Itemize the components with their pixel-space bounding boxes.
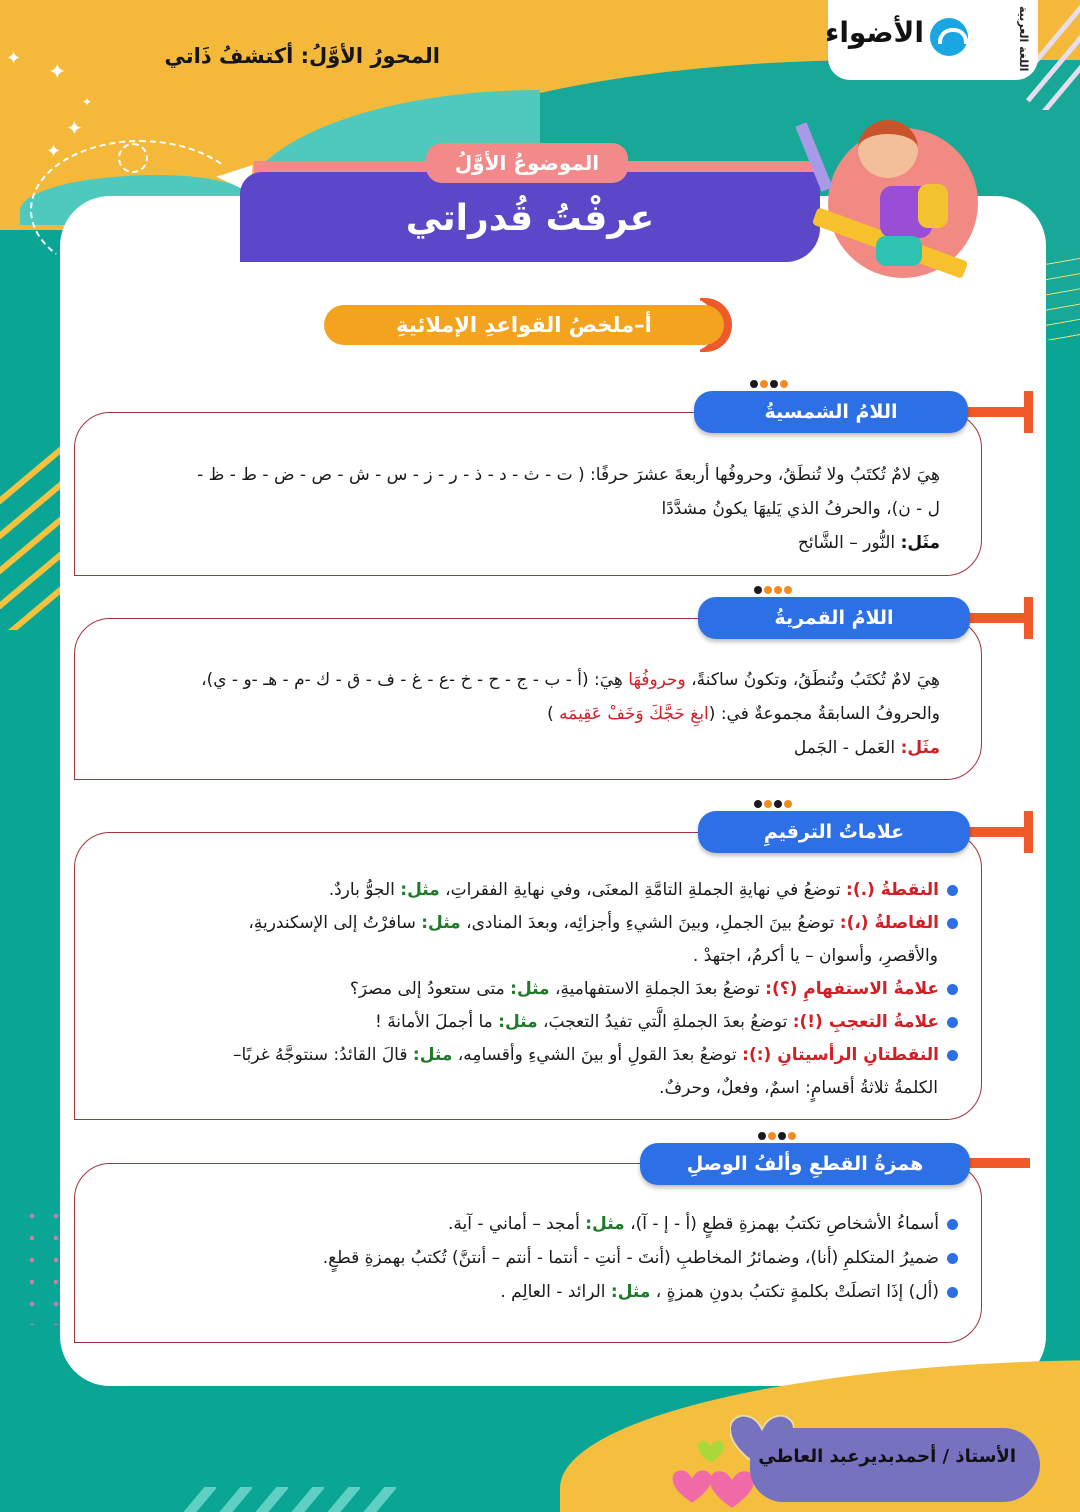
body-line — [80, 663, 940, 697]
section-title: اللامُ القمريةُ — [774, 607, 894, 629]
section-subtitle: أ–ملخصُ القواعدِ الإملائيةِ — [324, 305, 724, 345]
backpack-icon — [918, 184, 948, 228]
dots-decoration — [20, 1205, 60, 1325]
item-text: ضميرُ المتكلمِ (أنا)، وضمائرُ المخاطبِ (أنتَ - أنتِ - أنتما - أنتم – أنتنَّ) تُكتبُ بهمزةِ قطعٍ. — [322, 1248, 939, 1268]
list-item — [58, 907, 958, 940]
connector-cap — [1024, 391, 1033, 433]
logo-subtitle: اللغة العربية — [1017, 6, 1030, 72]
example-label: مثل: — [400, 880, 440, 900]
item-text: (أل) إذَا اتصلَتْ بكلمةٍ تكتبُ بدونِ همزةٍ ، — [650, 1282, 939, 1302]
bullet-icon — [947, 885, 958, 896]
list-item-continuation: والأقصرِ، وأسوان – يا أكرمُ، اجتهدْ . — [692, 946, 938, 966]
dots-icon — [750, 380, 788, 390]
highlight-text: ابغِ حَجَّكَ وَخَفْ عَقِيمَه — [559, 704, 709, 724]
example-line — [80, 731, 940, 765]
item-text: توضعُ بعدَ الجملةِ الَّتي تفيدُ التعجبَ، — [537, 1012, 793, 1032]
bullet-icon — [947, 918, 958, 929]
section-qamariya-header — [698, 597, 970, 639]
section-title: اللامُ الشمسيةُ — [764, 401, 898, 423]
section-shamsiya-body — [100, 458, 940, 560]
body-line — [80, 697, 940, 731]
body-text: والحروفُ السابقةُ مجموعةٌ في: ( — [708, 704, 940, 724]
body-text: هِيَ لامٌ تُكتَبُ وتُنطَقُ، وتكونُ ساكنةً، — [685, 670, 940, 690]
logo-wordmark: الأضواء — [825, 16, 924, 49]
list-item — [58, 874, 958, 907]
logo-icon — [930, 18, 968, 56]
dots-icon — [754, 800, 792, 810]
heart-icon — [698, 1440, 724, 1464]
example-label: مثَل: — [900, 738, 940, 758]
bullet-icon — [947, 1017, 958, 1028]
term: النقطتانِ الرأسيتانِ (:): — [742, 1045, 939, 1065]
list-item — [58, 1039, 958, 1072]
example-label: مثل: — [610, 1282, 651, 1302]
highlight-text: وحروفُهَا — [628, 670, 686, 690]
example-text: سافرْتُ إلى الإسكندريةِ، — [248, 913, 422, 933]
example-label: مثَل: — [900, 533, 940, 553]
section-title: علاماتُ الترقيمِ — [763, 821, 905, 843]
section-hamza-body — [78, 1207, 958, 1309]
body-line: ل - ن)، والحرفُ الذي يَليهَا يكونُ مشدَّدًا — [661, 499, 940, 519]
term: علامةُ الاستفهامِ (؟): — [765, 979, 939, 999]
section-punctuation-body — [58, 874, 958, 1105]
section-qamariya-body — [80, 663, 940, 765]
example-line — [100, 526, 940, 560]
heart-icon — [710, 1470, 754, 1510]
item-text: أسماءُ الأشخاصِ تكتبُ بهمزةِ قطعٍ (أ - إ - آ)، — [624, 1214, 939, 1234]
body-line: هِيَ لامٌ تُكتَبُ ولا تُنطَقُ، وحروفُها أربعةَ عشرَ حرفًا: ( ت - ث - د - ذ - ر - ز - س - ش - ص - ض - ط - ظ - — [197, 465, 940, 485]
term: الفاصلةُ (،): — [839, 913, 939, 933]
teacher-name: الأستاذ / أحمدبديرعبد العاطي — [758, 1446, 1016, 1467]
example-text: ما أجملَ الأمانةَ ! — [374, 1012, 499, 1032]
topic-title: عرفْتُ قُدراتي — [405, 198, 655, 239]
body-text: ) — [547, 704, 560, 724]
body-text: هِيَ: (أ - ب - ج - ح - خ -ع - غ - ف - ق - ك -م - هـ -و - ي)، — [201, 670, 629, 690]
connector-cap — [1024, 597, 1033, 639]
section-shamsiya-header — [694, 391, 968, 433]
example-text: متى ستعودُ إلى مصرَ؟ — [349, 979, 511, 999]
bullet-icon — [947, 984, 958, 995]
section-punctuation-header — [698, 811, 970, 853]
topic-label: الموضوعُ الأوَّلُ — [426, 143, 628, 183]
item-text: توضعُ بينَ الجملِ، وبينَ الشيءِ وأجزائِه، وبعدَ المنادى، — [460, 913, 840, 933]
section-hamza-header — [640, 1143, 970, 1185]
sparkle-icon: ✦ — [66, 116, 83, 140]
term: النقطةُ (.): — [846, 880, 939, 900]
item-text: توضعُ في نهايةِ الجملةِ التامَّةِ المعنَى، وفي نهايةِ الفقراتِ، — [439, 880, 847, 900]
connector-cap — [1024, 811, 1033, 853]
bullet-icon — [947, 1050, 958, 1061]
kid-legs — [876, 236, 922, 266]
list-item — [58, 1006, 958, 1039]
example-text: قالَ القائدُ: سنتوجَّهُ غربًا– — [232, 1045, 413, 1065]
term: علامةُ التعجبِ (!): — [792, 1012, 939, 1032]
bullet-icon — [947, 1287, 958, 1298]
dots-icon — [754, 586, 792, 596]
sparkle-icon: ✦ — [6, 48, 22, 69]
list-item — [78, 1207, 958, 1241]
list-item — [78, 1241, 958, 1275]
sparkle-icon: ✦ — [48, 60, 67, 85]
heart-icon — [672, 1470, 712, 1504]
dots-icon — [758, 1132, 796, 1142]
bullet-icon — [947, 1219, 958, 1230]
example-label: مثل: — [421, 913, 461, 933]
item-text: توضعُ بعدَ الجملةِ الاستفهاميةِ، — [549, 979, 766, 999]
list-item-continuation: الكلمةُ ثلاثةُ أقسامٍ: اسمٌ، وفعلٌ، وحرفٌ. — [659, 1078, 938, 1098]
list-item — [78, 1275, 958, 1309]
axis-title: المحورُ الأوَّلُ: أكتشفُ ذَاتي — [164, 44, 440, 68]
kid-head — [858, 120, 918, 178]
example-text: الجوُّ باردٌ. — [328, 880, 401, 900]
example-label: مثل: — [585, 1214, 625, 1234]
stripes-bottom — [180, 1487, 400, 1512]
example-text: النُّور – الشَّائح — [797, 533, 901, 553]
lines-decoration — [1044, 250, 1080, 340]
sparkle-icon: ✦ — [82, 95, 93, 109]
dashed-loop-decoration — [118, 143, 148, 173]
example-text: الرائد - العالِم . — [500, 1282, 611, 1302]
bullet-icon — [947, 1253, 958, 1264]
example-label: مثل: — [510, 979, 550, 999]
example-label: مثل: — [412, 1045, 453, 1065]
section-title: همزةُ القطعِ وألفُ الوصلِ — [686, 1153, 924, 1175]
item-text: توضعُ بعدَ القولِ أو بينَ الشيءِ وأقسامِه، — [452, 1045, 743, 1065]
list-item — [58, 973, 958, 1006]
example-label: مثل: — [498, 1012, 538, 1032]
stripes-left — [0, 430, 60, 630]
example-text: أمجد – أماني - آية. — [447, 1214, 586, 1234]
example-text: العَمل - الجَمل — [793, 738, 901, 758]
sparkle-icon: ✦ — [46, 141, 62, 162]
logo-card — [825, 0, 1038, 80]
